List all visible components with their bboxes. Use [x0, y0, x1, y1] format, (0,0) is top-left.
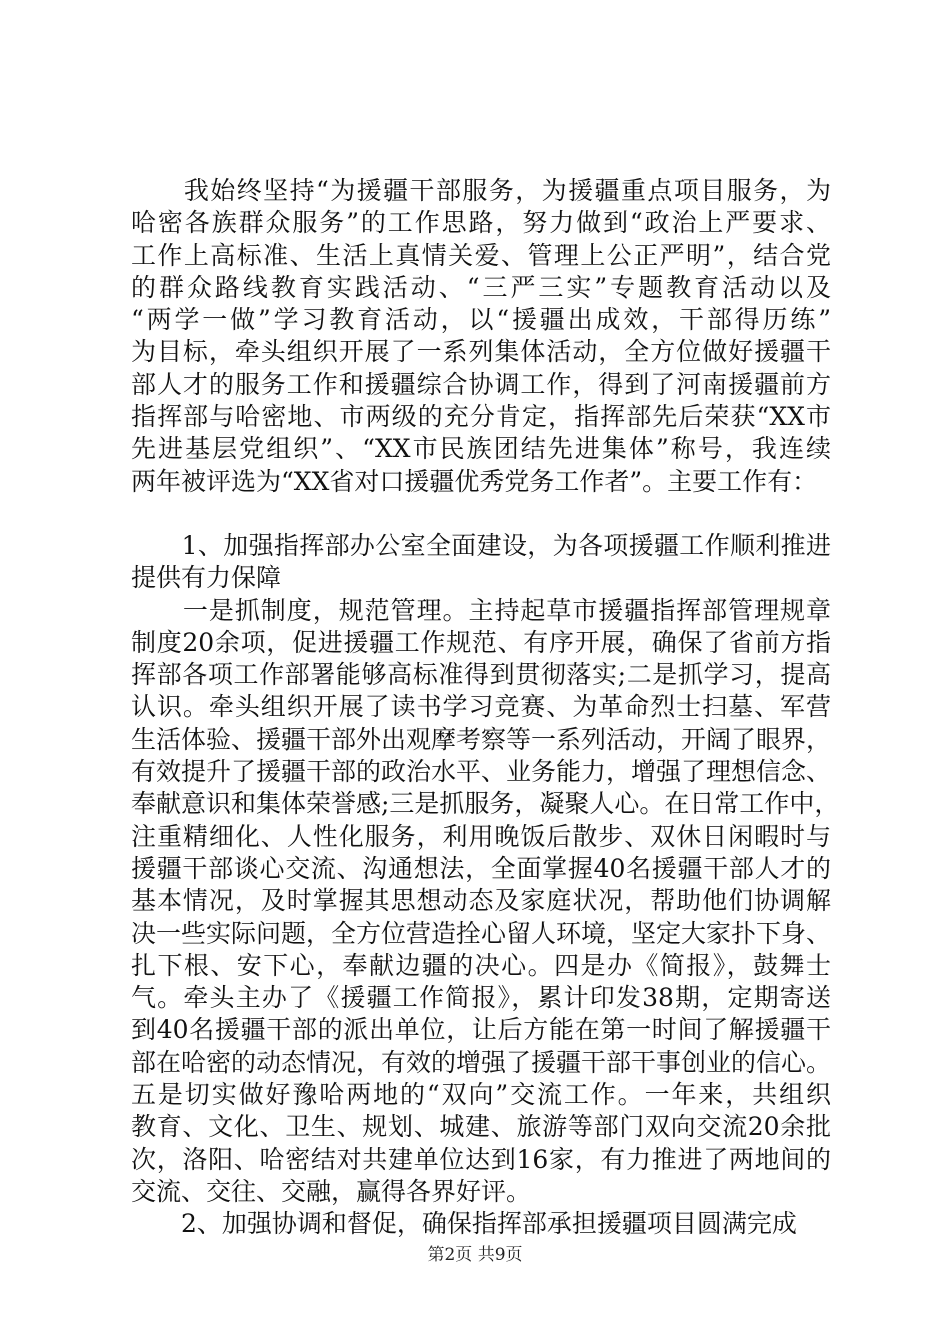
text-line: 基本情况，及时掌握其思想动态及家庭状况，帮助他们协调解 [131, 886, 831, 916]
heading-line: 1、加强指挥部办公室全面建设，为各项援疆工作顺利推进 [131, 530, 831, 560]
text-line: 气。牵头主办了《援疆工作简报》，累计印发38期，定期寄送 [131, 983, 831, 1013]
text-line: 我始终坚持“为援疆干部服务，为援疆重点项目服务，为 [131, 176, 831, 205]
text-line: 先进基层党组织”、“XX市民族团结先进集体”称号，我连续 [131, 434, 831, 464]
text-line: 扎下根、安下心，奉献边疆的决心。四是办《简报》，鼓舞士 [131, 950, 831, 980]
text-line: 部人才的服务工作和援疆综合协调工作，得到了河南援疆前方 [131, 369, 831, 399]
text-line: 的群众路线教育实践活动、“三严三实”专题教育活动以及 [131, 272, 831, 302]
text-line: 为目标，牵头组织开展了一系列集体活动，全方位做好援疆干 [131, 337, 831, 367]
text-line: 生活体验、援疆干部外出观摩考察等一系列活动，开阔了眼界， [131, 724, 832, 754]
section-heading-1 [131, 530, 831, 595]
text-line: 认识。牵头组织开展了读书学习竞赛、为革命烈士扫墓、军营 [131, 692, 831, 722]
text-line: “两学一做”学习教育活动，以“援疆出成效，干部得历练” [131, 305, 831, 335]
text-line: 到40名援疆干部的派出单位，让后方能在第一时间了解援疆干 [131, 1015, 831, 1045]
text-line: 援疆干部谈心交流、沟通想法，全面掌握40名援疆干部人才的 [131, 853, 831, 883]
section-heading-2 [131, 1208, 831, 1240]
text-line: 挥部各项工作部署能够高标准得到贯彻落实;二是抓学习，提高 [131, 660, 831, 690]
text-line: 哈密各族群众服务”的工作思路，努力做到“政治上严要求、 [131, 208, 831, 238]
paragraph-gap [131, 498, 831, 530]
text-line: 注重精细化、人性化服务，利用晚饭后散步、双休日闲暇时与 [131, 821, 831, 851]
text-line: 次，洛阳、哈密结对共建单位达到16家，有力推进了两地间的 [131, 1144, 831, 1174]
text-line: 教育、文化、卫生、规划、城建、旅游等部门双向交流20余批 [131, 1112, 831, 1142]
text-line: 两年被评选为“XX省对口援疆优秀党务工作者”。主要工作有： [131, 466, 818, 496]
text-line: 指挥部与哈密地、市两级的充分肯定，指挥部先后荣获“XX市 [131, 402, 831, 432]
text-line: 交流、交往、交融，赢得各界好评。 [131, 1176, 532, 1206]
heading-line: 2、加强协调和督促，确保指挥部承担援疆项目圆满完成 [131, 1209, 797, 1239]
text-line: 决一些实际问题，全方位营造拴心留人环境，坚定大家扑下身、 [131, 918, 832, 948]
text-line: 工作上高标准、生活上真情关爱、管理上公正严明”，结合党 [131, 240, 831, 270]
document-body [131, 175, 840, 1241]
text-line: 有效提升了援疆干部的政治水平、业务能力，增强了理想信念、 [131, 757, 832, 787]
paragraph-section-1 [131, 595, 840, 1209]
text-line: 一是抓制度，规范管理。主持起草市援疆指挥部管理规章 [131, 595, 831, 625]
text-line: 五是切实做好豫哈两地的“双向”交流工作。一年来，共组织 [131, 1080, 831, 1110]
paragraph-intro [131, 175, 831, 498]
page-number-footer: 第2页 共9页 [427, 1245, 523, 1265]
text-line: 部在哈密的动态情况，有效的增强了援疆干部干事创业的信心。 [131, 1047, 832, 1077]
text-line: 制度20余项，促进援疆工作规范、有序开展，确保了省前方指 [131, 627, 831, 657]
heading-line: 提供有力保障 [131, 563, 282, 593]
text-line: 奉献意识和集体荣誉感;三是抓服务，凝聚人心。在日常工作中， [131, 789, 840, 819]
